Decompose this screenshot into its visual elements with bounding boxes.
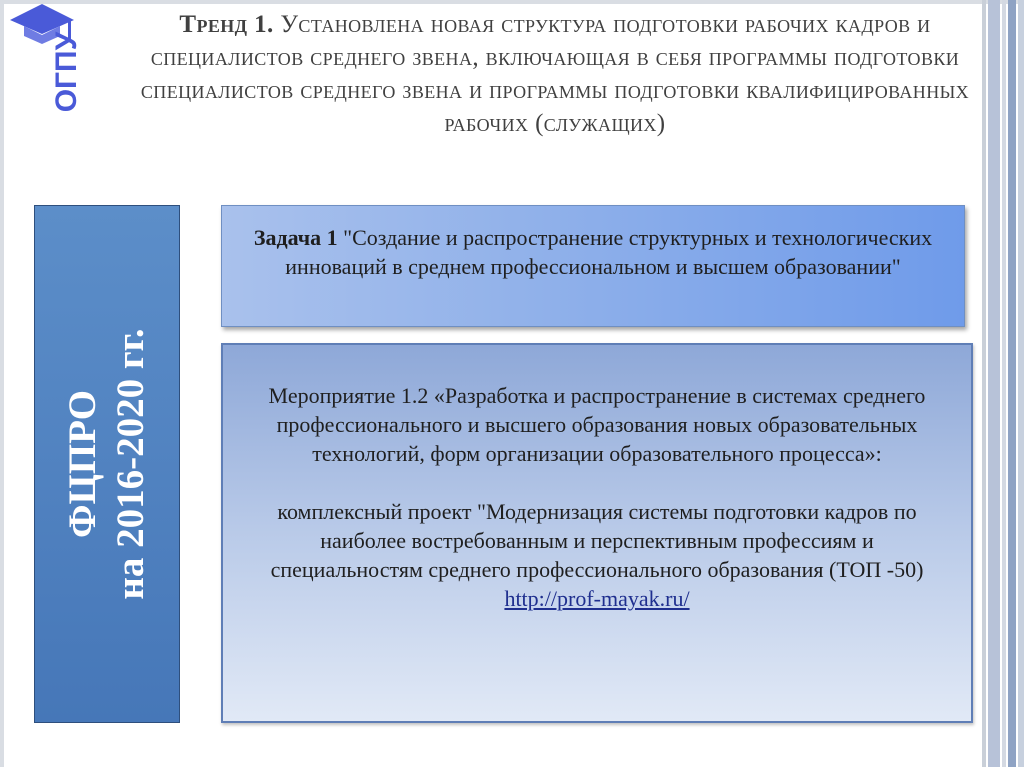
prof-mayak-link[interactable]: http://prof-mayak.ru/ [504, 586, 690, 611]
task-box [221, 205, 965, 327]
side-panel-text [59, 328, 155, 599]
side-panel-line2: на 2016-2020 гг. [109, 328, 152, 600]
logo-graphic [4, 2, 80, 112]
title-lead: Тренд 1. [179, 11, 274, 38]
task-text: "Создание и распространение структурных и технологических инноваций в среднем профессиональном и высшем образовании" [285, 225, 933, 279]
frame-top-border [0, 0, 1024, 4]
event-box [221, 343, 973, 723]
task-label: Задача 1 [253, 225, 338, 250]
program-side-panel [34, 205, 180, 723]
frame-left-border [0, 0, 4, 767]
event-paragraph-2: комплексный проект "Модернизация системы подготовки кадров по наиболее востребованным и перспективным профессиям и специальностям среднего профессионального образования (ТОП -50) [270, 499, 924, 582]
side-panel-line1: ФЦПРО [61, 389, 104, 539]
event-paragraph-1: Мероприятие 1.2 «Разработка и распространение в системах среднего профессионального и высшего образования новых образовательных технологий, форм организации образовательного процесса»: [268, 383, 926, 466]
title-rest: Установлена новая структура подготовки рабочих кадров и специалистов среднего звена, включающая в себя программы подготовки специалистов среднего звена и программы подготовки квалифицированных рабочих (служащих) [140, 11, 970, 137]
paragraph-spacer [247, 468, 947, 497]
university-logo [4, 2, 80, 112]
logo-cap-top [10, 4, 74, 34]
logo-text: ОГПУ [50, 31, 80, 112]
slide-title [120, 8, 990, 140]
